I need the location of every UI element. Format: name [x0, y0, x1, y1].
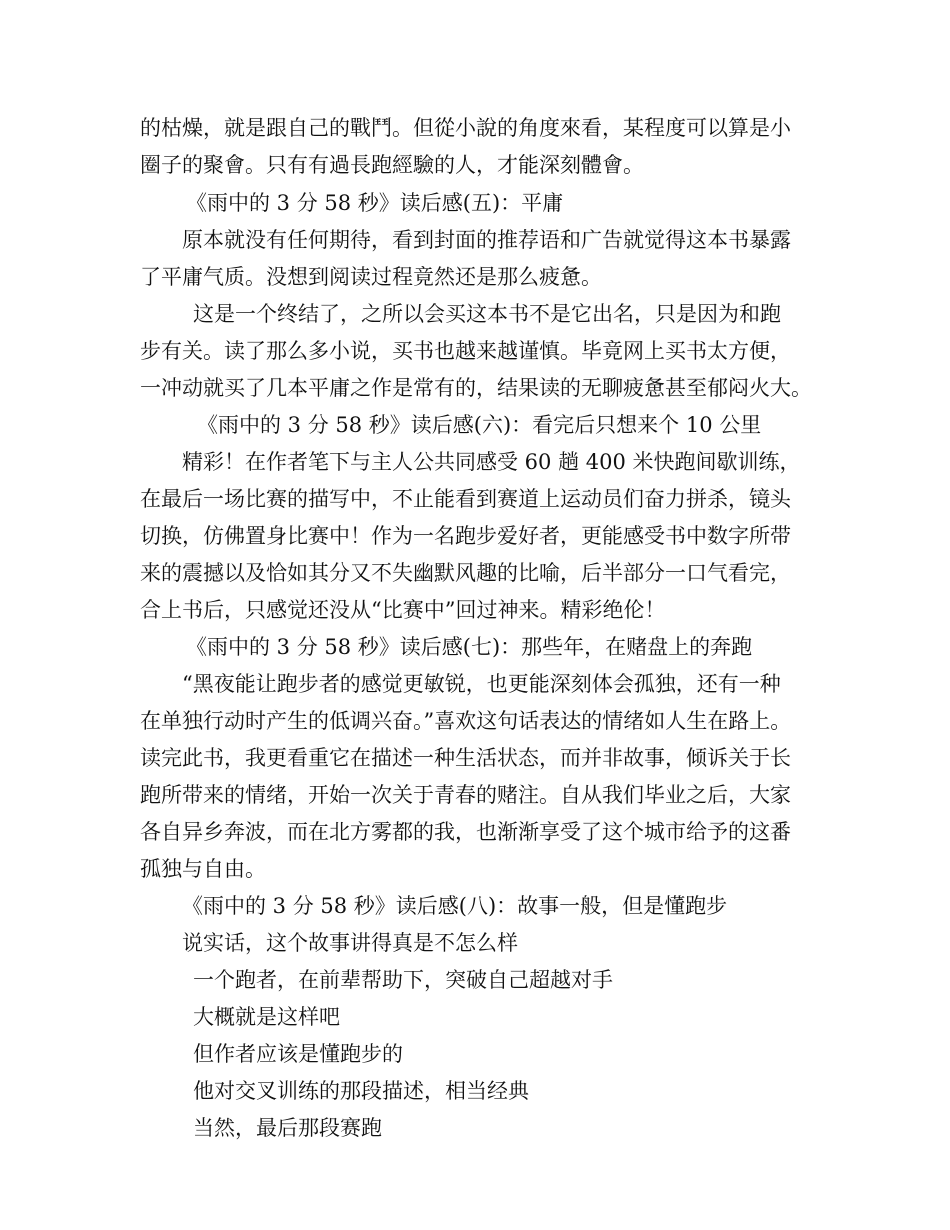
- text-line: 当然，最后那段赛跑: [193, 1116, 382, 1140]
- text-line: 来的震撼以及恰如其分又不失幽默风趣的比喻，后半部分一口气看完，: [140, 561, 791, 585]
- text-line: 但作者应该是懂跑步的: [193, 1042, 403, 1066]
- text-line: 在最后一场比赛的描写中，不止能看到赛道上运动员们奋力拼杀，镜头: [140, 487, 791, 511]
- text-line: 这是一个终结了，之所以会买这本书不是它出名，只是因为和跑: [193, 302, 781, 326]
- section-heading: 《雨中的 3 分 58 秒》读后感(六)：看完后只想来个 10 公里: [197, 413, 762, 437]
- text-line: 各自异乡奔波，而在北方雾都的我，也渐渐享受了这个城市给予的这番: [140, 820, 791, 844]
- section-heading: 《雨中的 3 分 58 秒》读后感(八)：故事一般，但是懂跑步: [182, 894, 728, 918]
- text-line: 合上书后，只感觉还没从“比赛中”回过神来。精彩绝伦！: [140, 598, 666, 622]
- text-line: 一冲动就买了几本平庸之作是常有的，结果读的无聊疲惫甚至郁闷火大。: [140, 376, 812, 400]
- text-line: 精彩！在作者笔下与主人公共同感受 60 趟 400 米快跑间歇训练，: [182, 450, 801, 474]
- text-line: 读完此书，我更看重它在描述一种生活状态，而并非故事，倾诉关于长: [140, 746, 791, 770]
- text-line: 的枯燥，就是跟自己的戰鬥。但從小說的角度來看，某程度可以算是小: [140, 116, 791, 140]
- text-line: 跑所带来的情绪，开始一次关于青春的赌注。自从我们毕业之后，大家: [140, 783, 791, 807]
- text-line: 一个跑者，在前辈帮助下，突破自己超越对手: [193, 968, 613, 992]
- section-heading: 《雨中的 3 分 58 秒》读后感(五)：平庸: [186, 191, 564, 215]
- text-line: 圈子的聚會。只有有過長跑經驗的人，才能深刻體會。: [140, 153, 644, 177]
- section-heading: 《雨中的 3 分 58 秒》读后感(七)：那些年，在赌盘上的奔跑: [186, 635, 753, 659]
- text-line: 了平庸气质。没想到阅读过程竟然还是那么疲惫。: [140, 265, 602, 289]
- text-line: 大概就是这样吧: [193, 1005, 340, 1029]
- text-line: “黑夜能让跑步者的感觉更敏锐，也更能深刻体会孤独，还有一种: [182, 672, 781, 696]
- text-line: 切换，仿佛置身比赛中！作为一名跑步爱好者，更能感受书中数字所带: [140, 524, 791, 548]
- text-line: 在单独行动时产生的低调兴奋。”喜欢这句话表达的情绪如人生在路上。: [140, 709, 792, 733]
- text-line: 他对交叉训练的那段描述，相当经典: [193, 1079, 529, 1103]
- text-line: 说实话，这个故事讲得真是不怎么样: [182, 931, 518, 955]
- text-line: 原本就没有任何期待，看到封面的推荐语和广告就觉得这本书暴露: [182, 228, 791, 252]
- text-line: 步有关。读了那么多小说，买书也越来越谨慎。毕竟网上买书太方便，: [140, 339, 791, 363]
- text-line: 孤独与自由。: [140, 857, 266, 881]
